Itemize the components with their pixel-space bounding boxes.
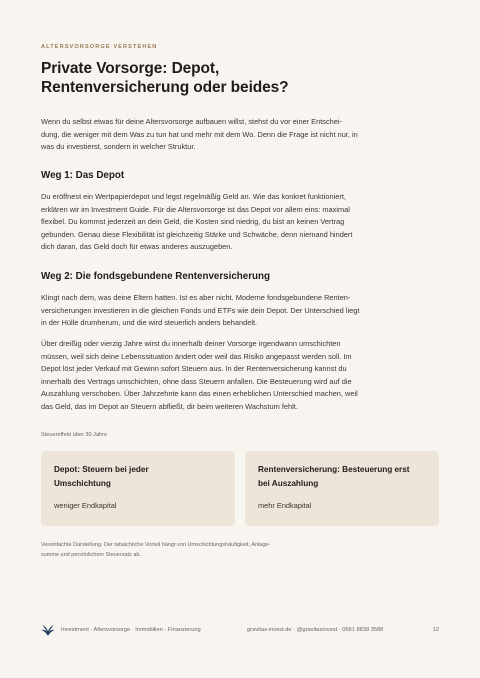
card-title-line: Rentenversicherung: Besteuerung erst xyxy=(258,465,410,474)
card-title xyxy=(258,463,430,491)
text-line: innerhalb des Vertrags umschichten, ohne dass Steuern anfallen. Die Besteuerung wird auf die xyxy=(41,376,352,386)
text-line: was du investierst, sondern in welcher Struktur. xyxy=(41,142,196,152)
intro-paragraph xyxy=(41,116,439,154)
text-line: Depot löst jeder Verkauf mit Gewinn sofort Steuern aus. In der Rentenversicherung kannst du xyxy=(41,364,347,374)
text-line: das Geld, das im Depot an Steuern abfließt, dir beim weiteren Wachstum fehlt. xyxy=(41,401,298,411)
text-line: versicherungen investieren in die gleichen Fonds und ETFs wie dein Depot. Der Unterschied liegt xyxy=(41,305,360,315)
text-line: gebunden. Genau diese Flexibilität ist gleichzeitig Stärke und Schwäche, denn niemand hindert xyxy=(41,229,353,239)
page-footer xyxy=(41,624,439,638)
depot-paragraph xyxy=(41,191,439,254)
text-line: Du eröffnest ein Wertpapierdepot und legst regelmäßig Geld an. Wie das konkret funktioniert, xyxy=(41,192,346,201)
card-title xyxy=(54,463,226,491)
comparison-label: Steuereffekt über 30 Jahre xyxy=(41,432,108,438)
rentenversicherung-paragraph-1 xyxy=(41,292,439,330)
footnote xyxy=(41,540,341,560)
text-line: erklären wir im Investment Guide. Für die Altersvorsorge ist das Depot vor allem eins: maximal xyxy=(41,204,350,214)
text-line: Klingt nach dem, was deine Eltern hatten. Ist es aber nicht. Moderne fondsgebundene Renten- xyxy=(41,293,351,302)
text-line: Auszahlung verschoben. Über Jahrzehnte kann das einen erheblichen Unterschied machen, weil xyxy=(41,389,358,399)
footnote-line: summe und persönlichem Steuersatz ab. xyxy=(41,552,141,558)
page-title xyxy=(41,60,441,97)
comparison-card-depot xyxy=(41,451,235,526)
text-line: flexibel. Du kommst jederzeit an dein Geld, die Kosten sind niedrig, du bist an keinen Vertrag xyxy=(41,217,345,227)
card-title-line: Depot: Steuern bei jeder xyxy=(54,465,149,474)
footer-contact: gravitas-invest.de · @gravitasinvest · 0681 8838 3588 xyxy=(247,627,384,633)
title-line: Rentenversicherung oder beides? xyxy=(41,78,289,96)
text-line: Wenn du selbst etwas für deine Altersvorsorge aufbauen willst, stehst du vor einer Entschei- xyxy=(41,117,342,126)
footer-services: Investment · Altersvorsorge · Immobilien · Finanzierung xyxy=(61,627,201,633)
card-title-line: bei Auszahlung xyxy=(258,479,319,488)
rentenversicherung-paragraph-2 xyxy=(41,338,439,414)
eyebrow-label: ALTERSVORSORGE VERSTEHEN xyxy=(41,44,158,50)
card-value: weniger Endkapital xyxy=(54,501,117,510)
comparison-card-rentenversicherung xyxy=(245,451,439,526)
text-line: Über dreißig oder vierzig Jahre wirst du innerhalb deiner Vorsorge irgendwann umschichten xyxy=(41,339,341,348)
page-number: 12 xyxy=(432,627,439,633)
text-line: in der Hülle drumherum, und die wird steuerlich anders behandelt. xyxy=(41,318,258,328)
section-heading-rentenversicherung: Weg 2: Die fondsgebundene Rentenversicherung xyxy=(41,271,270,282)
section-heading-depot: Weg 1: Das Depot xyxy=(41,170,125,181)
text-line: dich daran, das Geld doch für etwas anderes auszugeben. xyxy=(41,242,233,252)
footnote-line: Vereinfachte Darstellung. Der tatsächliche Vorteil hängt von Umschichtungshäufigkeit, Anlage- xyxy=(41,542,271,548)
text-line: müssen, weil sich deine Lebenssituation ändert oder weil das Risiko angepasst werden soll. Im xyxy=(41,351,352,361)
title-line: Private Vorsorge: Depot, xyxy=(41,60,220,77)
card-title-line: Umschichtung xyxy=(54,479,111,488)
gravitas-wings-logo-icon xyxy=(41,624,55,637)
card-value: mehr Endkapital xyxy=(258,501,312,510)
text-line: dung, die weniger mit dem Was zu tun hat und mehr mit dem Wo. Denn die Frage ist nicht nur, in xyxy=(41,129,358,139)
